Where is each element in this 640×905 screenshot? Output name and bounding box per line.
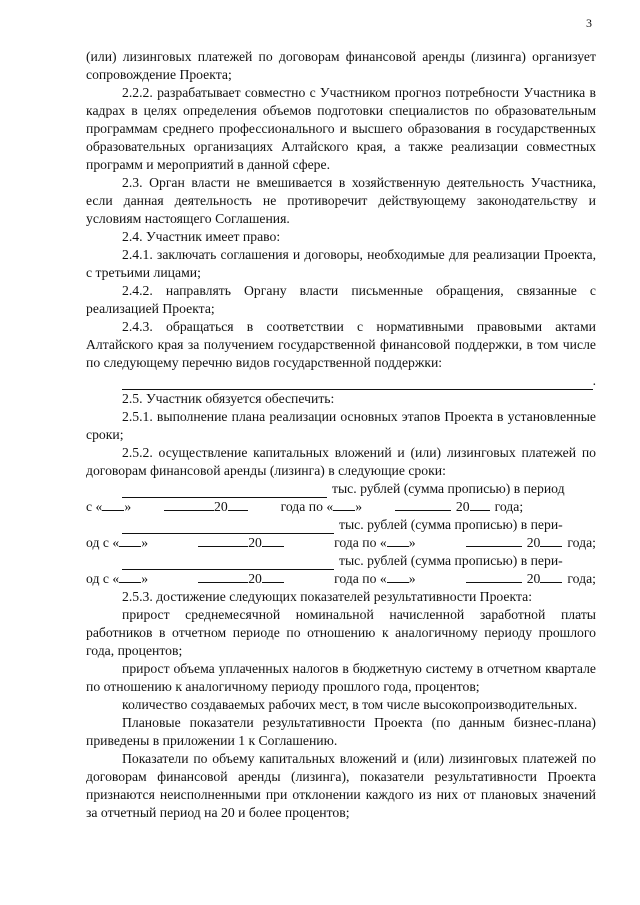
blank-field[interactable] — [119, 568, 141, 583]
blank-field[interactable] — [470, 496, 490, 511]
page-number: 3 — [586, 16, 592, 30]
paragraph: 2.5.3. достижение следующих показателей результативности Проекта: — [122, 589, 532, 604]
blank-field[interactable] — [466, 532, 522, 547]
year-prefix: 20 — [248, 571, 262, 586]
quote-close: » — [141, 571, 149, 586]
quote-close: » — [408, 535, 416, 550]
blank-field[interactable] — [164, 496, 214, 511]
paragraph: 2.4. Участник имеет право: — [122, 229, 281, 244]
period-end: года; — [494, 499, 524, 514]
blank-field[interactable] — [333, 496, 355, 511]
sum-text: тыс. рублей (сумма прописью) в период — [332, 481, 565, 496]
blank-field[interactable] — [466, 568, 522, 583]
blank-field[interactable] — [119, 532, 141, 547]
period-from: од с « — [86, 571, 120, 586]
year-prefix: 20 — [455, 499, 470, 514]
period-line — [86, 498, 596, 516]
paragraph: (или) лизинговых платежей по договорам финансовой аренды (лизинга) организует сопровождение Проекта; — [86, 49, 596, 82]
paragraph: прирост среднемесячной номинальной начисленной заработной платы работников в отчетном периоде по отношению к аналогичному периоду прошлого года, процентов; — [86, 607, 596, 658]
period-from: с « — [86, 499, 103, 514]
quote-close: » — [408, 571, 416, 586]
blank-field[interactable] — [540, 568, 562, 583]
paragraph: Показатели по объему капитальных вложений и (или) лизинговых платежей по договорам финансовой аренды (лизинга), показатели результативности Проекта признаются неисполненными при отклонении каждого из них от плановых значений за отчетный период на 20 и более процентов; — [86, 751, 596, 820]
blank-field[interactable] — [122, 375, 593, 390]
year-prefix: 20 — [248, 535, 262, 550]
blank-field[interactable] — [540, 532, 562, 547]
blank-field[interactable] — [198, 532, 248, 547]
paragraph: 2.5.1. выполнение плана реализации основных этапов Проекта в установленные сроки; — [86, 409, 596, 442]
paragraph: 2.4.1. заключать соглашения и договоры, необходимые для реализации Проекта, с третьими лицами; — [86, 247, 596, 280]
paragraph: 2.2.2. разрабатывает совместно с Участником прогноз потребности Участника в кадрах в целях определения объемов подготовки специалистов по образовательным программам среднего профессионального и высшего образования в государственных образовательных организациях Алтайского края, а также реализации совместных программ и мероприятий в данной сфере. — [86, 85, 596, 172]
paragraph: 2.5.2. осуществление капитальных вложений и (или) лизинговых платежей по договорам финансовой аренды (лизинга) в следующие сроки: — [86, 445, 596, 478]
period-to: года по « — [280, 499, 334, 514]
blank-field[interactable] — [395, 496, 451, 511]
blank-field[interactable] — [262, 532, 284, 547]
blank-end: . — [592, 373, 596, 388]
paragraph: прирост объема уплаченных налогов в бюджетную систему в отчетном квартале по отношению к аналогичному периоду прошлого года, процентов; — [86, 661, 596, 694]
blank-field[interactable] — [102, 496, 124, 511]
period-to: года по « — [334, 571, 387, 586]
quote-close: » — [124, 499, 132, 514]
sum-text: тыс. рублей (сумма прописью) в пери- — [339, 553, 563, 568]
year-prefix: 20 — [214, 499, 228, 514]
period-from: од с « — [86, 535, 120, 550]
period-end: года; — [567, 571, 596, 586]
paragraph: Плановые показатели результативности Проекта (по данным бизнес-плана) приведены в приложении 1 к Соглашению. — [86, 715, 596, 748]
quote-close: » — [355, 499, 363, 514]
paragraph: 2.5. Участник обязуется обеспечить: — [122, 391, 335, 406]
blank-field[interactable] — [262, 568, 284, 583]
blank-field[interactable] — [387, 532, 409, 547]
sum-text: тыс. рублей (сумма прописью) в пери- — [339, 517, 563, 532]
year-prefix: 20 — [526, 571, 541, 586]
blank-field[interactable] — [228, 496, 248, 511]
year-prefix: 20 — [526, 535, 541, 550]
period-to: года по « — [334, 535, 387, 550]
period-line — [86, 534, 596, 552]
paragraph: 2.3. Орган власти не вмешивается в хозяйственную деятельность Участника, если данная деятельность не противоречит действующему законодательству и условиям настоящего Соглашения. — [86, 175, 596, 226]
support-blank-line — [86, 372, 596, 390]
blank-field[interactable] — [198, 568, 248, 583]
period-end: года; — [567, 535, 596, 550]
document-body — [86, 48, 596, 822]
period-line — [86, 570, 596, 588]
blank-field[interactable] — [387, 568, 409, 583]
quote-close: » — [141, 535, 149, 550]
paragraph: 2.4.2. направлять Органу власти письменные обращения, связанные с реализацией Проекта; — [86, 283, 596, 316]
paragraph: 2.4.3. обращаться в соответствии с нормативными правовыми актами Алтайского края за получением государственной финансовой поддержки, в том числе по следующему перечню видов государственной поддержки: — [86, 319, 596, 370]
paragraph: количество создаваемых рабочих мест, в том числе высокопроизводительных. — [122, 697, 578, 712]
